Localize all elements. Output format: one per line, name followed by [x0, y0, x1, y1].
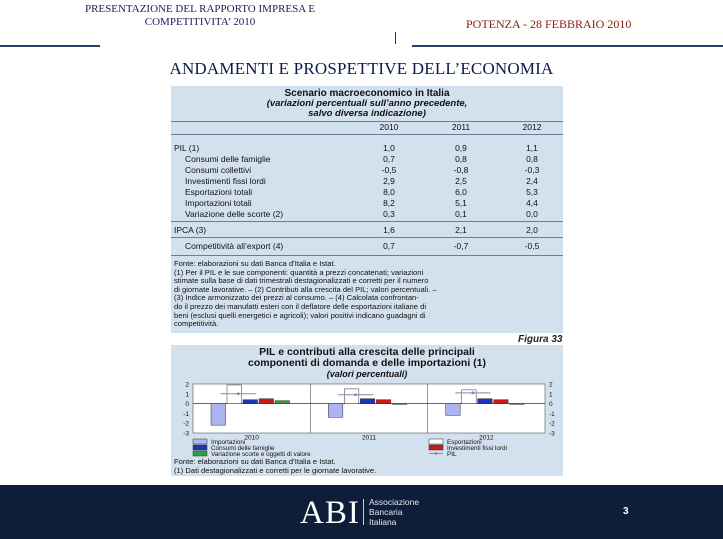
legend-label: Esportazioni	[447, 438, 482, 446]
col-header-2012: 2012	[522, 122, 542, 132]
row-value: 8,0	[383, 187, 395, 197]
legend-swatch	[429, 439, 443, 444]
bar	[243, 400, 258, 404]
bar	[259, 399, 274, 404]
plot-area	[193, 384, 545, 433]
row-label: Consumi delle famiglie	[185, 154, 271, 164]
y-tick-label-left: -3	[183, 430, 189, 438]
growth-contributions-chart	[171, 345, 563, 476]
row-value: 0,8	[526, 154, 538, 164]
footnote-line: stimate sulla base di dati trimestrali destagionalizzati e corretti per il numero	[174, 276, 429, 286]
legend-swatch	[193, 451, 207, 456]
y-tick-label-right: -2	[549, 420, 555, 428]
bar	[376, 400, 391, 404]
chart-subtitle: (valori percentuali)	[326, 369, 408, 379]
table-row	[171, 143, 563, 154]
y-tick-label-left: 0	[185, 401, 189, 409]
y-tick-label-right: -1	[549, 410, 555, 418]
row-value: 0,7	[383, 154, 395, 164]
table-rule-bottom	[171, 255, 563, 256]
row-value: 0,3	[383, 209, 395, 219]
abi-logo: ABI	[300, 495, 360, 531]
pil-point	[354, 393, 357, 396]
footnote-line: Fonte: elaborazioni su dati Banca d’Italia e Istat.	[174, 457, 336, 466]
row-value: 0,0	[526, 209, 538, 219]
bar	[446, 404, 461, 416]
pil-point	[237, 392, 240, 395]
row-value: 6,0	[455, 187, 467, 197]
row-label: Investimenti fissi lordi	[185, 176, 266, 186]
table-subtitle-line1: (variazioni percentuali sull’anno precedente,	[266, 98, 468, 109]
y-tick-label-right: 0	[549, 401, 553, 409]
header-rule-left	[0, 45, 100, 47]
logo-separator	[363, 499, 364, 525]
footnote-line: beni (esclusi quelli energetici e agricoli); valori positivi indicano guadagni di	[174, 310, 426, 320]
x-category-label: 2011	[362, 434, 376, 442]
legend-label: PIL	[447, 450, 457, 458]
footer-bar	[0, 485, 723, 539]
table-rule-mid2	[171, 237, 563, 238]
row-value: 1,1	[526, 143, 538, 153]
table-row	[171, 198, 563, 209]
footnote-line: competitività.	[174, 319, 219, 329]
row-value: 0,8	[455, 154, 467, 164]
pil-point	[471, 391, 474, 394]
row-label: PIL (1)	[174, 143, 200, 153]
row-value: 2,9	[383, 176, 395, 186]
figure-label: Figura 33	[518, 334, 563, 345]
logo-text-line1: Associazione	[369, 497, 420, 507]
table-row	[171, 187, 563, 198]
table-title: Scenario macroeconomico in Italia	[284, 88, 450, 99]
slide-title: ANDAMENTI E PROSPETTIVE DELL’ECONOMIA	[169, 59, 554, 78]
page-number: 3	[623, 506, 629, 517]
bar	[211, 404, 226, 426]
legend-label: Consumi delle famiglie	[211, 444, 275, 452]
bar	[462, 390, 477, 404]
row-value: 1,6	[383, 225, 395, 235]
y-tick-label-left: -2	[183, 420, 189, 428]
legend-swatch	[193, 439, 207, 444]
table-footnote	[174, 260, 560, 329]
table-row	[171, 241, 563, 252]
row-value: -0,5	[381, 165, 397, 175]
bar	[478, 399, 493, 404]
row-value: 5,1	[455, 198, 467, 208]
row-value: 1,0	[383, 143, 395, 153]
legend-point-swatch	[435, 452, 438, 455]
footnote-line: do il prezzo dei manufatti esteri con il deflatore delle esportazioni italiane di	[174, 301, 427, 311]
row-label: Competitività all’export (4)	[185, 241, 284, 251]
row-value: 0,9	[455, 143, 467, 153]
table-row	[171, 225, 563, 236]
row-value: 0,7	[383, 241, 395, 251]
table-subtitle	[171, 99, 563, 119]
table-rule-header	[171, 134, 563, 135]
chart-footnote	[174, 458, 560, 475]
logo-text-line3: Italiana	[369, 517, 397, 527]
logo-text-line2: Bancaria	[369, 507, 403, 517]
presentation-title	[54, 3, 346, 29]
presentation-title-line2: COMPETITIVITA’ 2010	[144, 16, 256, 28]
legend-label: Variazione scorte e oggetti di valore	[211, 450, 311, 458]
x-category-label: 2010	[244, 434, 259, 442]
row-label: Importazioni totali	[185, 198, 252, 208]
legend-swatch	[193, 445, 207, 450]
row-value: 0,1	[455, 209, 467, 219]
table-rule-mid	[171, 221, 563, 222]
bar	[344, 389, 359, 404]
event-date: POTENZA - 28 FEBBRAIO 2010	[466, 17, 632, 31]
table-subtitle-line2: salvo diversa indicazione)	[308, 108, 426, 119]
row-value: 4,4	[526, 198, 538, 208]
table-header	[171, 122, 563, 133]
chart-title-line1: PIL e contributi alla crescita delle principali	[259, 346, 475, 358]
col-header-2010: 2010	[379, 122, 399, 132]
footnote-line: (1) Per il PIL e le sue componenti: quantità a prezzi concatenati; variazioni	[174, 267, 424, 277]
footnote-line: (1) Dati destagionalizzati e corretti per le giornate lavorative.	[174, 465, 377, 475]
table-row	[171, 209, 563, 220]
footnote-line: (3) Indice armonizzato dei prezzi al consumo. – (4) Calcolata confrontan-	[174, 293, 419, 303]
table-row	[171, 154, 563, 165]
y-tick-label-right: -3	[549, 430, 555, 438]
header-rule-right	[412, 45, 723, 47]
row-label: Consumi collettivi	[185, 165, 252, 175]
chart-title-line2: componenti di domanda e delle importazioni (1)	[247, 357, 487, 369]
row-value: 2,1	[455, 225, 467, 235]
header-tick	[395, 32, 396, 44]
row-value: 8,2	[383, 198, 395, 208]
row-value: 5,3	[526, 187, 538, 197]
y-tick-label-left: 1	[185, 391, 189, 399]
bar	[510, 404, 524, 405]
presentation-title-line1: PRESENTAZIONE DEL RAPPORTO IMPRESA E	[84, 3, 316, 15]
footnote-line: di giornate lavorative. – (2) Contributi alla crescita del PIL; valori percentuali. –	[174, 284, 437, 294]
row-value: -0,5	[524, 241, 540, 251]
y-tick-label-right: 2	[549, 381, 553, 389]
table-row	[171, 165, 563, 176]
y-tick-label-left: -1	[183, 410, 189, 418]
row-value: -0,3	[524, 165, 540, 175]
row-value: 2,5	[455, 176, 467, 186]
row-label: Esportazioni totali	[185, 187, 253, 197]
bar	[328, 404, 343, 418]
col-header-2011: 2011	[451, 122, 471, 132]
row-label: IPCA (3)	[174, 225, 207, 235]
x-category-label: 2012	[479, 434, 494, 442]
row-value: -0,8	[453, 165, 469, 175]
footnote-line: Fonte: elaborazioni su dati Banca d’Italia e Istat.	[174, 259, 336, 268]
y-tick-label-right: 1	[549, 391, 553, 399]
row-value: 2,0	[526, 225, 538, 235]
legend-swatch	[429, 445, 443, 450]
y-tick-label-left: 2	[185, 381, 189, 389]
bar	[392, 404, 407, 405]
row-label: Variazione delle scorte (2)	[185, 209, 284, 219]
bar	[360, 399, 375, 404]
abi-logo-text	[369, 497, 419, 527]
bar	[494, 400, 509, 404]
bar	[275, 401, 290, 404]
legend-label: Importazioni	[211, 438, 246, 446]
row-value: -0,7	[453, 241, 469, 251]
table-row	[171, 176, 563, 187]
macro-scenario-table	[171, 86, 563, 333]
legend-label: Investimenti fissi lordi	[447, 444, 507, 452]
row-value: 2,4	[526, 176, 538, 186]
